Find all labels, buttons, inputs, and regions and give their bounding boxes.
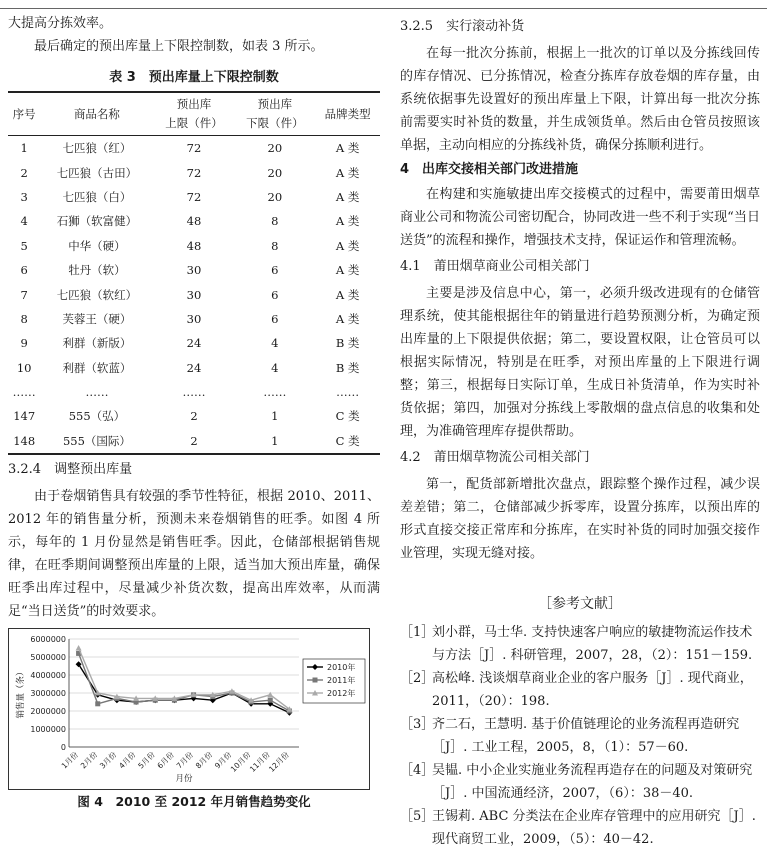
- table-row: [8, 234, 380, 258]
- table-row: [8, 331, 380, 355]
- x-tick-label: 4月份: [117, 750, 138, 771]
- line-chart-svg: [9, 629, 369, 789]
- x-tick-label: 12月份: [267, 750, 291, 774]
- header-cell: 预出库 上限（件）: [154, 92, 235, 136]
- table-row: [8, 209, 380, 233]
- figure-4-chart: [8, 628, 370, 790]
- y-axis-title: 销售量（条）: [16, 667, 26, 719]
- table-cell: 1: [234, 429, 315, 454]
- right-column: [400, 12, 760, 851]
- reference-item: [400, 759, 760, 805]
- header-cell: 品牌类型: [315, 92, 380, 136]
- table-cell: 七匹狼（红）: [62, 141, 132, 156]
- page-header-rule: [0, 0, 767, 9]
- table-cell: 七匹狼（软红）: [56, 287, 138, 302]
- y-tick-label: 4000000: [30, 671, 66, 680]
- table-caption: 表 3 预出库量上下限控制数: [109, 70, 279, 85]
- table-cell: 147: [13, 409, 36, 424]
- table-cell: 20: [267, 141, 283, 156]
- references-title: ［参考文献］: [538, 596, 622, 612]
- table-cell: 48: [186, 238, 202, 253]
- table-cell: 3: [20, 189, 28, 204]
- table-cell: 牡丹（软）: [68, 263, 126, 278]
- table-row: [8, 282, 380, 306]
- table-cell: A 类: [335, 238, 360, 253]
- table-cell: 2: [190, 409, 198, 424]
- y-tick-label: 3000000: [30, 689, 66, 698]
- reference-number: ［1］: [400, 625, 435, 640]
- table-header-row: [8, 92, 380, 136]
- table-cell: 72: [186, 165, 202, 180]
- table-cell: 72: [186, 141, 202, 156]
- table-row: [8, 160, 380, 184]
- table-cell: 24: [186, 360, 202, 375]
- section-3-2-4-title: 3.2.4 调整预出库量: [8, 462, 133, 478]
- table-cell: ……: [182, 385, 206, 400]
- y-tick-label: 1000000: [30, 725, 66, 734]
- legend-label: 2011年: [327, 676, 356, 685]
- table-cell: 2: [154, 429, 235, 454]
- section-4-2-title: 4.2 莆田烟草物流公司相关部门: [400, 450, 590, 465]
- table-cell: 七匹狼（古田）: [56, 165, 138, 180]
- x-axis-title: 月份: [175, 774, 193, 784]
- x-tick-label: 5月份: [136, 750, 157, 771]
- references-list: [400, 621, 760, 851]
- table-cell: A 类: [335, 189, 360, 204]
- table-cell: 4: [271, 360, 279, 375]
- data-point: [267, 692, 273, 698]
- reference-text: 高松峰. 浅谈烟草商业企业的客户服务［J］. 现代商业，2011，（20）：198.: [432, 671, 753, 709]
- reference-number: ［2］: [400, 671, 435, 686]
- table-cell: 4: [271, 336, 279, 351]
- table-cell: ……: [12, 385, 36, 400]
- table-cell: 6: [20, 263, 28, 278]
- x-tick-label: 7月份: [174, 750, 195, 771]
- table-cell: 5: [20, 238, 28, 253]
- reference-text: 刘小群，马士华. 支持快速客户响应的敏捷物流运作技术与方法［J］. 科研管理，2007，28，（2）：151－159.: [432, 625, 753, 663]
- table-cell: 石狮（软富健）: [56, 214, 138, 229]
- table-cell: A 类: [335, 287, 360, 302]
- section-3-2-5-title: 3.2.5 实行滚动补货: [400, 19, 525, 34]
- table-cell: 利群（软蓝）: [62, 360, 132, 375]
- table-cell: 2: [20, 165, 28, 180]
- table-cell: 20: [267, 189, 283, 204]
- reference-item: [400, 713, 760, 759]
- table-row: [8, 258, 380, 282]
- section-4-body: 在构建和实施敏捷出库交接模式的过程中，需要莆田烟草商业公司和物流公司密切配合，协同改进一些不利于实现“当日送货”的流程和操作，增强技术支持，保证运作和管理流畅。: [400, 187, 760, 248]
- table-cell: 30: [186, 287, 202, 302]
- section-4-1-body: 主要是涉及信息中心，第一，必须升级改进现有的仓储管理系统，使其能根据往年的销量进行趋势预测分析，为确定预出库量的上下限提供依据；第二，要设置权限，让仓管员可以根据实际情况，特别是在旺季，对预出库量的上下限进行调整；第三，根据每日实际订单，生成日补货清单，作为实时补货依据；第四，加强对分拣线上零散烟的盘点信息的收集和处理，为准确管理库存提供帮助。: [400, 286, 760, 439]
- table-cell: 72: [186, 189, 202, 204]
- reference-item: [400, 667, 760, 713]
- table-cell: 1: [20, 141, 28, 156]
- table-cell: ……: [263, 385, 287, 400]
- left-column: [8, 12, 380, 623]
- header-cell: 序号: [8, 92, 40, 136]
- table-cell: 555（弘）: [68, 409, 126, 424]
- table-cell: A 类: [335, 165, 360, 180]
- data-point: [268, 698, 273, 703]
- table-cell: 中华（硬）: [68, 238, 126, 253]
- table-cell: 利群（新版）: [62, 336, 132, 351]
- table-cell: 9: [20, 336, 28, 351]
- data-point: [313, 678, 318, 683]
- table-cell: 芙蓉王（硬）: [62, 311, 132, 326]
- x-tick-label: 3月份: [97, 750, 119, 771]
- table-row: [8, 429, 380, 454]
- legend-label: 2010年: [327, 663, 356, 672]
- table-cell: C 类: [335, 409, 360, 424]
- series-line: [79, 664, 290, 713]
- table-cell: ……: [85, 385, 109, 400]
- x-tick-label: 11月份: [247, 750, 272, 774]
- data-point: [76, 645, 82, 651]
- para-continuation: 大提高分拣效率。: [8, 16, 113, 31]
- data-point: [95, 701, 100, 706]
- table-row: [8, 380, 380, 404]
- table-cell: 8: [271, 238, 279, 253]
- figure-caption: 图 4 2010 至 2012 年月销售趋势变化: [77, 794, 311, 809]
- table-row: [8, 136, 380, 161]
- section-3-2-5-body: 在每一批次分拣前，根据上一批次的订单以及分拣线回传的库存情况、已分拣情况，检查分拣库存放卷烟的库存量，由系统依据事先设置好的预出库量上下限，计算出每一批次分拣前需要实时补货的数量，并生成领货单。然后由仓管员按照该单据，主动向相应的分拣线补货，确保分拣顺利进行。: [400, 46, 760, 153]
- section-4-2-body: 第一，配货部新增批次盘点，跟踪整个操作过程，减少误差差错；第二，仓储部减少拆零库，设置分拣库，以预出库的形式直接交接正常库和分拣库，在实时补货的同时加强交接作业管理，实现无缝对接。: [400, 477, 760, 561]
- reference-number: ［5］: [400, 809, 435, 824]
- table-cell: 8: [20, 311, 28, 326]
- table-cell: A 类: [335, 263, 360, 278]
- x-tick-label: 9月份: [212, 750, 234, 771]
- table-cell: 24: [186, 336, 202, 351]
- section-4-title: 4 出库交接相关部门改进措施: [400, 162, 579, 177]
- table-cell: 555（国际）: [40, 429, 153, 454]
- x-tick-label: 6月份: [155, 750, 176, 771]
- y-tick-label: 0: [60, 743, 66, 752]
- para-table-intro: 最后确定的预出库量上下限控制数，如表 3 所示。: [34, 39, 324, 54]
- reference-item: [400, 621, 760, 667]
- reference-number: ［4］: [400, 763, 435, 778]
- table-cell: 10: [16, 360, 32, 375]
- table-cell: 6: [271, 287, 279, 302]
- header-cell: 预出库 下限（件）: [234, 92, 315, 136]
- table-cell: 七匹狼（白）: [62, 189, 132, 204]
- reference-text: 吴韫. 中小企业实施业务流程再造存在的问题及对策研究［J］. 中国流通经济，2007，（6）：38－40.: [432, 763, 753, 801]
- table-row: [8, 307, 380, 331]
- table-cell: A 类: [335, 141, 360, 156]
- table-cell: 1: [271, 409, 279, 424]
- table-cell: 148: [8, 429, 40, 454]
- x-tick-label: 1月份: [59, 750, 80, 771]
- table-cell: A 类: [335, 214, 360, 229]
- table-cell: 20: [267, 165, 283, 180]
- section-3-2-4-body: 由于卷烟销售具有较强的季节性特征，根据 2010、2011、2012 年的销售量分析，预测未来卷烟销售的旺季。如图 4 所示，每年的 1 月份显然是销售旺季。因此，仓储部根据销售规律，在旺季期间调整预出库量的上限，适当加大预出库量，确保旺季出库过程中，尽量减少补货次数，提高出库效率，从而满足“当日送货”的时效要求。: [8, 489, 380, 620]
- table-cell: A 类: [335, 311, 360, 326]
- table-row: [8, 404, 380, 428]
- y-tick-label: 5000000: [30, 653, 66, 662]
- table-cell: 48: [186, 214, 202, 229]
- reference-number: ［3］: [400, 717, 435, 732]
- table-cell: B 类: [335, 360, 360, 375]
- table-cell: B 类: [335, 336, 360, 351]
- table-cell: 30: [186, 263, 202, 278]
- table-cell: 30: [186, 311, 202, 326]
- header-cell: 商品名称: [40, 92, 153, 136]
- table-cell: 6: [271, 263, 279, 278]
- reference-text: 齐二石，王慧明. 基于价值链理论的业务流程再造研究［J］. 工业工程，2005，8，（1）：57－60.: [432, 717, 740, 755]
- table-cell: 8: [271, 214, 279, 229]
- table-cell: 4: [20, 214, 28, 229]
- table-row: [8, 185, 380, 209]
- x-tick-label: 8月份: [193, 750, 215, 771]
- reference-text: 王锡莉. ABC 分类法在企业库存管理中的应用研究［J］. 现代商贸工业，2009，（5）：40－42.: [432, 809, 756, 847]
- x-tick-label: 10月份: [228, 750, 253, 774]
- x-tick-label: 2月份: [78, 750, 100, 771]
- section-4-1-title: 4.1 莆田烟草商业公司相关部门: [400, 259, 590, 274]
- table-cell: 6: [271, 311, 279, 326]
- table-body: [8, 136, 380, 455]
- table-cell: ……: [336, 385, 360, 400]
- reference-item: [400, 805, 760, 851]
- table-3: [8, 91, 380, 455]
- y-tick-label: 6000000: [30, 635, 66, 644]
- table-cell: 7: [20, 287, 28, 302]
- legend-label: 2012年: [327, 689, 356, 698]
- y-tick-label: 2000000: [30, 707, 66, 716]
- table-row: [8, 356, 380, 380]
- series-line: [79, 653, 290, 711]
- table-cell: C 类: [315, 429, 380, 454]
